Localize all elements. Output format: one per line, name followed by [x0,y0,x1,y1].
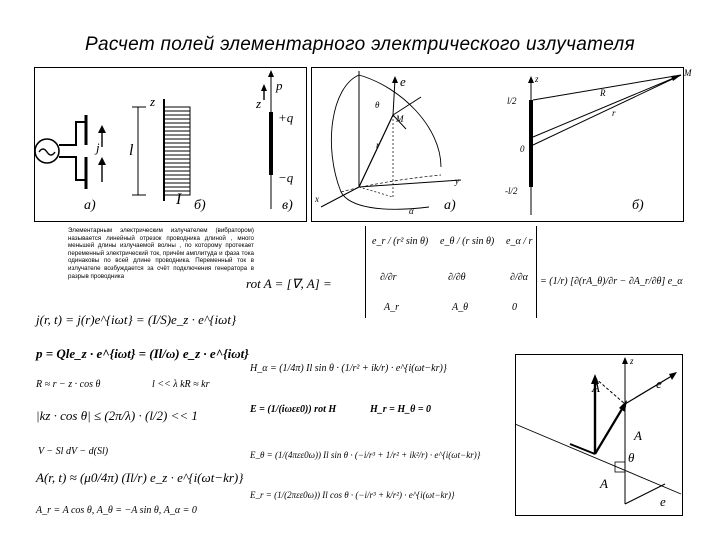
eq-H-alpha: H_α = (1/4π) Il sin θ · (1/r² + ik/r) · e^{i(ωt−kr)} [250,363,447,374]
label-theta: θ [375,100,380,110]
description-text: Элементарным электрическим излучателем (вибратором) называется линейный отрезок проводника длиной , много меньшей длины излучаемой волны , по которому протекает переменный электрический ток, причём амплитуда и фаза тока одинаковы по всей длине проводника. Переменный ток в излучателе возбуждается за счёт подключения генератора в разрыв проводника [68,227,254,280]
label-e-theta-vec: e [660,494,666,509]
matrix-cell-2-1: ∂/∂r [380,272,397,283]
eq-rot-A: rot A = [∇, A] = [246,276,332,291]
label-e-r: e [400,74,406,89]
label-fig-b2: б) [632,198,644,213]
label-theta-vec: θ [628,450,635,465]
label-R: R [600,88,606,98]
eq-H-zero: H_r = H_θ = 0 [370,404,432,415]
label-l: l [129,142,134,159]
label-minus-q: −q [278,170,294,185]
label-r-antenna: r [612,108,616,118]
matrix-cell-3-2: A_θ [452,302,469,313]
spherical-coordinates-diagram [311,67,682,220]
label-z-left: z [150,94,156,109]
matrix-cell-3-3: 0 [512,302,517,313]
label-M-antenna: M [684,68,692,78]
label-current: I [176,191,182,208]
label-minus-l-half: -l/2 [505,186,518,196]
matrix-cell-1-2: e_θ / (r sin θ) [440,236,495,247]
matrix-cell-2-2: ∂/∂θ [448,272,466,283]
label-fig-a: а) [84,198,96,213]
label-zero: 0 [520,144,525,154]
label-y: y [455,176,459,186]
label-A-theta: A [600,476,608,491]
label-z-vec: z [630,356,634,366]
eq-E-r: E_r = (1/(2πεε0ω)) Il cos θ · (−i/r³ + k/r²) · e^{i(ωt−kr)} [250,490,455,500]
label-A: A [592,380,600,395]
label-A-r: A [634,428,642,443]
eq-volume: V − Sl dV − d(Sl) [38,446,109,457]
dipole-diagram [34,67,305,220]
label-M-sphere: M [396,114,404,124]
matrix-cell-1-3: e_α / r [506,236,533,247]
label-r-sphere: r [376,140,380,150]
eq-rot-result: = (1/r) [∂(rA_θ)/∂r − ∂A_r/∂θ] e_α [540,276,683,287]
label-l-half: l/2 [507,96,517,106]
label-alpha: α [409,206,414,216]
eq-kz-condition: |kz · cos θ| ≤ (2π/λ) · (l/2) << 1 [36,408,198,423]
eq-vector-potential: A(r, t) ≈ (μ0/4π) (Il/r) e_z · e^{i(ωt−kr)} [36,470,244,485]
matrix-cell-3-1: A_r [384,302,399,313]
label-fig-b: б) [194,198,206,213]
label-z-dipole: z [256,96,262,111]
label-x: x [315,194,319,204]
label-p: p [276,78,283,93]
eq-dipole-moment: p = Qle_z · e^{iωt} = (Il/ω) e_z · e^{iωt} [36,346,249,361]
label-j: j [96,140,100,155]
label-z-antenna: z [535,74,539,84]
eq-R-approx: R ≈ r − z · cos θ [36,379,101,390]
matrix-cell-1-1: e_r / (r² sin θ) [372,236,429,247]
label-fig-a2: а) [444,198,456,213]
eq-E-rot: E = (1/(iωεε0)) rot H [250,404,337,415]
eq-A-components: A_r = A cos θ, A_θ = −A sin θ, A_α = 0 [36,505,197,516]
eq-current-density: j(r, t) = j(r)e^{iωt} = (I/S)e_z · e^{iωt} [36,312,237,327]
eq-kR-approx: l << λ kR ≈ kr [152,379,210,390]
label-plus-q: +q [278,110,294,125]
label-e-r-vec: e [656,376,662,391]
eq-E-theta: E_θ = (1/(4πεε0ω)) Il sin θ · (−i/r³ + 1/r² + ik²/r) · e^{i(ωt−kr)} [250,450,481,460]
page-title: Расчет полей элементарного электрического излучателя [85,34,635,55]
label-fig-v: в) [282,198,293,213]
matrix-cell-2-3: ∂/∂α [510,272,528,283]
